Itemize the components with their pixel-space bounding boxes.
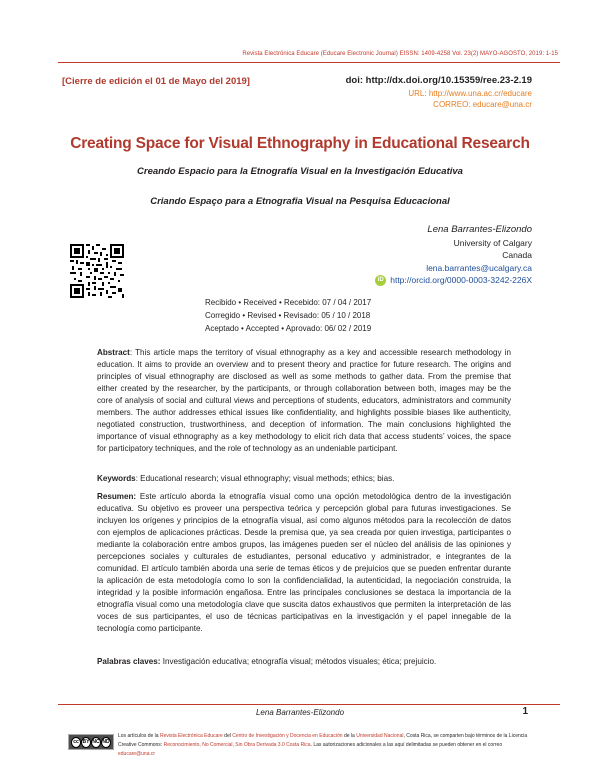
license-text: Los artículos de la [118,733,160,739]
cc-by-icon: BY [81,737,91,748]
doi-link[interactable]: doi: http://dx.doi.org/10.15359/ree.23-2.19 [345,75,532,86]
license-text: , Costa Rica, se comparten bajo términos de la Licencia [403,733,528,739]
license-line-1 [118,732,538,741]
date-revised: Corregido • Revised • Revisado: 05 / 10 / 2018 [205,311,371,320]
author-affiliation: University of Calgary [453,237,532,248]
cc-license-link[interactable]: Reconocimiento, No Comercial, Sin Obra Derivada 3.0 Costa Rica [163,742,311,748]
cc-nd-icon: ND [101,737,111,748]
palabras-claves-paragraph [97,656,511,668]
orcid-row[interactable] [375,274,532,287]
journal-email-link[interactable]: CORREO: educare@una.cr [433,100,532,109]
journal-link[interactable]: Revista Electrónica Educare [159,733,223,739]
orcid-link[interactable]: http://orcid.org/0000-0003-3242-226X [390,275,532,285]
keywords-text: : Educational research; visual ethnography; visual methods; ethics; bias. [135,474,395,483]
creative-commons-license-badge[interactable] [68,734,114,750]
resumen-label: Resumen: [97,492,137,501]
cide-link[interactable]: Centro de Investigación y Docencia en Educación [232,733,343,739]
orcid-icon: iD [375,275,386,286]
author-block [375,224,532,287]
license-line-2 [118,741,538,759]
resumen-paragraph [97,491,511,635]
spanish-title: Creando Espacio para la Etnografía Visual en la Investigación Educativa [137,166,463,177]
header-divider [58,62,560,63]
abstract-text: : This article maps the territory of visual ethnography as a key and accessible research methodology in education. It aims to provide an overview and to present theory and practice for future research. The origins and principles of visual ethnography are disclosed as well as some methods to gather data. From the premise that either created by the researcher, by the participants, or through collaboration between both, images may be the core of analysis of social and cultural views and perceptions of students, educators, administrators and community members. The author addresses ethical issues like confidentiality, and highlights possible biases like authenticity, negotiated construction, trustworthiness, and deception of information. The main conclusions highlighted the importance of visual ethnography as a key methodology to elicit rich data that access students’ voices, the space for participatory techniques, and the role of technology as an undeniable participant. [97,348,511,453]
license-text: del [222,733,233,739]
submission-dates [205,296,371,335]
educare-email-link[interactable]: educare@una.cr [118,751,156,757]
article-title: Creating Space for Visual Ethnography in Educational Research [70,135,530,152]
license-text: . Las autorizaciones adicionales a las aquí delimitadas se pueden obtener en el correo [310,742,503,748]
doi-block [346,75,532,109]
date-received: Recibido • Received • Recebido: 07 / 04 / 2017 [205,298,372,307]
portuguese-title: Criando Espaço para a Etnografia Visual na Pesquisa Educacional [150,196,450,207]
date-accepted: Aceptado • Accepted • Aprovado: 06/ 02 / 2019 [205,324,372,333]
license-text: Creative Commons: [118,742,164,748]
keywords-paragraph [97,473,511,485]
page-number: 1 [522,706,528,717]
palabras-claves-text: Investigación educativa; etnografía visual; métodos visuales; ética; prejuicio. [160,657,437,666]
footer-divider [58,704,560,705]
author-country: Canada [502,250,532,260]
license-text: de la [342,733,357,739]
license-notice [118,732,538,759]
palabras-claves-label: Palabras claves: [97,657,161,666]
abstract-label: Abstract [97,348,130,357]
cc-nc-icon: NC [91,737,101,748]
resumen-text: Este artículo aborda la etnografía visual como una opción metodológica dentro de la investigación educativa. Su objetivo es proveer una perspectiva teórica y percepción global para futuras investigaciones. Se incluyen los orígenes y principios de la etnografía visual, así como algunos métodos para la recolección de datos con ejemplos de aplicaciones prácticas. Desde la premisa que, ya sea creada por quien investiga, participantes o mediante la colaboración entre ambos grupos, las imágenes pueden ser el núcleo del análisis de las opiniones y percepciones sociales y culturales de estudiantes, personal educativo y administrador, e integrantes de la comunidad. El artículo también aborda una serie de temas éticos y de prejuicios que se pueden enfrentar durante la aplicación de esta metodología como lo son la confidencialidad, la autenticidad, la negociación construida, la integridad y la posible información engañosa. Entre las principales conclusiones se destaca la importancia de la etnografía visual como una metodología clave que suscita datos exhaustivos que permiten la interpretación de las voces de sus participantes, el uso de técnicas participativas en la investigación y el papel innegable de la tecnología como participante. [97,492,511,633]
keywords-label: Keywords [97,474,136,483]
author-email-link[interactable]: lena.barrantes@ucalgary.ca [426,262,532,273]
footer-author: Lena Barrantes-Elizondo [255,708,345,717]
una-link[interactable]: Universidad Nacional [356,733,404,739]
journal-url-link[interactable]: URL: http://www.una.ac.cr/educare [408,89,532,98]
qr-code-icon [70,244,124,298]
journal-header: Revista Electrónica Educare (Educare Electronic Journal) EISSN: 1409-4258 Vol. 23(2) MAYO-AGOSTO, 2019: 1-15 [242,51,558,57]
abstract-paragraph [97,347,511,455]
cc-icon: cc [71,737,81,748]
author-name: Lena Barrantes-Elizondo [427,224,532,235]
edition-close-date: [Cierre de edición el 01 de Mayo del 2019] [62,76,250,87]
